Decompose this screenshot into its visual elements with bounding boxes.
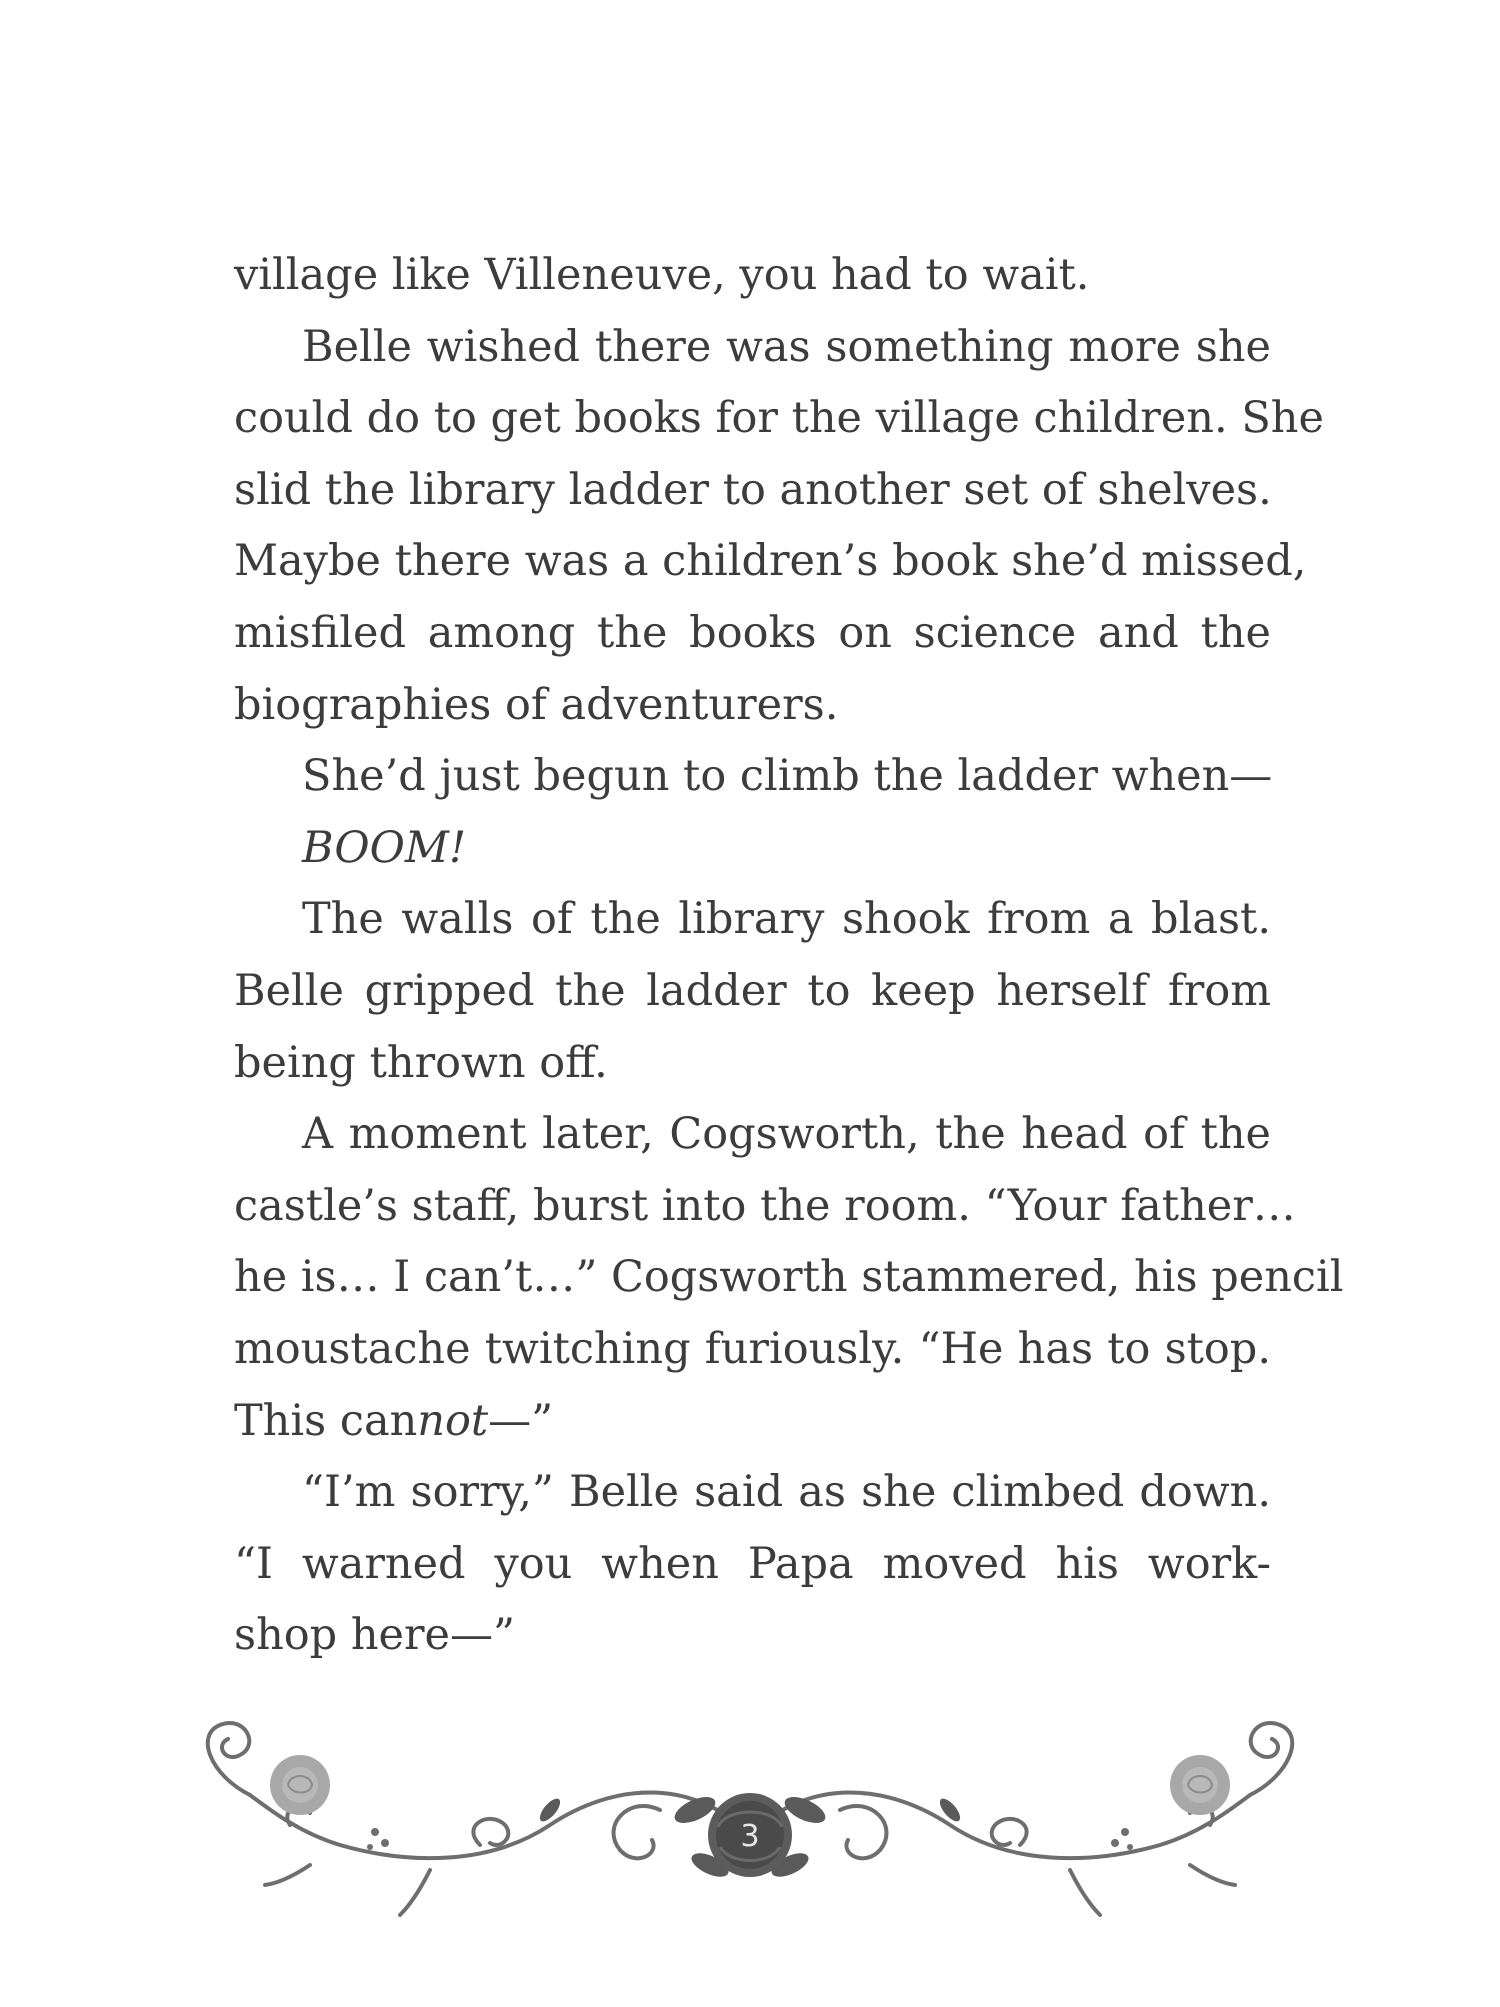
left-vine <box>250 1793 750 1859</box>
right-vine <box>750 1793 1250 1859</box>
left-curl-inner <box>473 1819 508 1845</box>
text-line-emphasis <box>234 813 1271 885</box>
left-sprig-2 <box>265 1865 310 1885</box>
text-line: could do to get books for the village children. She <box>234 393 1324 444</box>
boom-text: BOOM! <box>302 822 467 873</box>
text-line: shop here—” <box>234 1610 515 1661</box>
text-line: castle’s staff, burst into the room. “Your father… <box>234 1180 1296 1231</box>
text-line: “I warned you when Papa moved his work- <box>234 1538 1271 1589</box>
dot <box>1127 1844 1133 1850</box>
right-sprig-2 <box>1190 1865 1235 1885</box>
text-fragment: This can <box>234 1395 418 1446</box>
text-line: misfiled among the books on science and the <box>234 607 1271 658</box>
text-line: Belle gripped the ladder to keep herself from <box>234 965 1271 1016</box>
text-line: The walls of the library shook from a blast. <box>302 894 1271 945</box>
dot <box>367 1844 373 1850</box>
right-curl-inner <box>992 1819 1027 1845</box>
right-sprig <box>1070 1870 1100 1915</box>
text-line: Belle wished there was something more she <box>302 321 1271 372</box>
text-line: She’d just begun to climb the ladder when— <box>302 751 1273 802</box>
left-curl-outer <box>208 1723 250 1795</box>
center-rose-icon <box>708 1793 792 1877</box>
dot <box>1121 1828 1129 1836</box>
text-line <box>234 1386 1271 1458</box>
center-swirl-right <box>840 1806 886 1858</box>
dot <box>1111 1839 1119 1847</box>
text-line: village like Villeneuve, you had to wait. <box>234 250 1090 300</box>
text-fragment: —” <box>488 1395 554 1446</box>
text-line: being thrown off. <box>234 1037 608 1088</box>
text-line: moustache twitching furiously. “He has to stop. <box>234 1323 1271 1374</box>
dot <box>381 1839 389 1847</box>
right-curl-outer <box>1250 1723 1292 1795</box>
text-line: “I’m sorry,” Belle said as she climbed down. <box>302 1467 1271 1518</box>
text-line: slid the library ladder to another set of shelves. <box>234 464 1272 515</box>
center-swirl-left <box>614 1806 660 1858</box>
left-rose-icon <box>270 1755 330 1815</box>
left-sprig <box>400 1870 430 1915</box>
rose-vine-ornament <box>190 1715 1310 1935</box>
right-rose-icon <box>1170 1755 1230 1815</box>
emphasis-fragment: not <box>417 1395 489 1446</box>
dot <box>371 1828 379 1836</box>
text-line: A moment later, Cogsworth, the head of the <box>302 1109 1271 1160</box>
text-line: he is… I can’t…” Cogsworth stammered, his pencil <box>234 1252 1344 1303</box>
page-number: 3 <box>740 1819 760 1854</box>
text-line: biographies of adventurers. <box>234 679 839 730</box>
text-line: Maybe there was a children’s book she’d missed, <box>234 536 1307 587</box>
body-text <box>234 240 1344 1672</box>
